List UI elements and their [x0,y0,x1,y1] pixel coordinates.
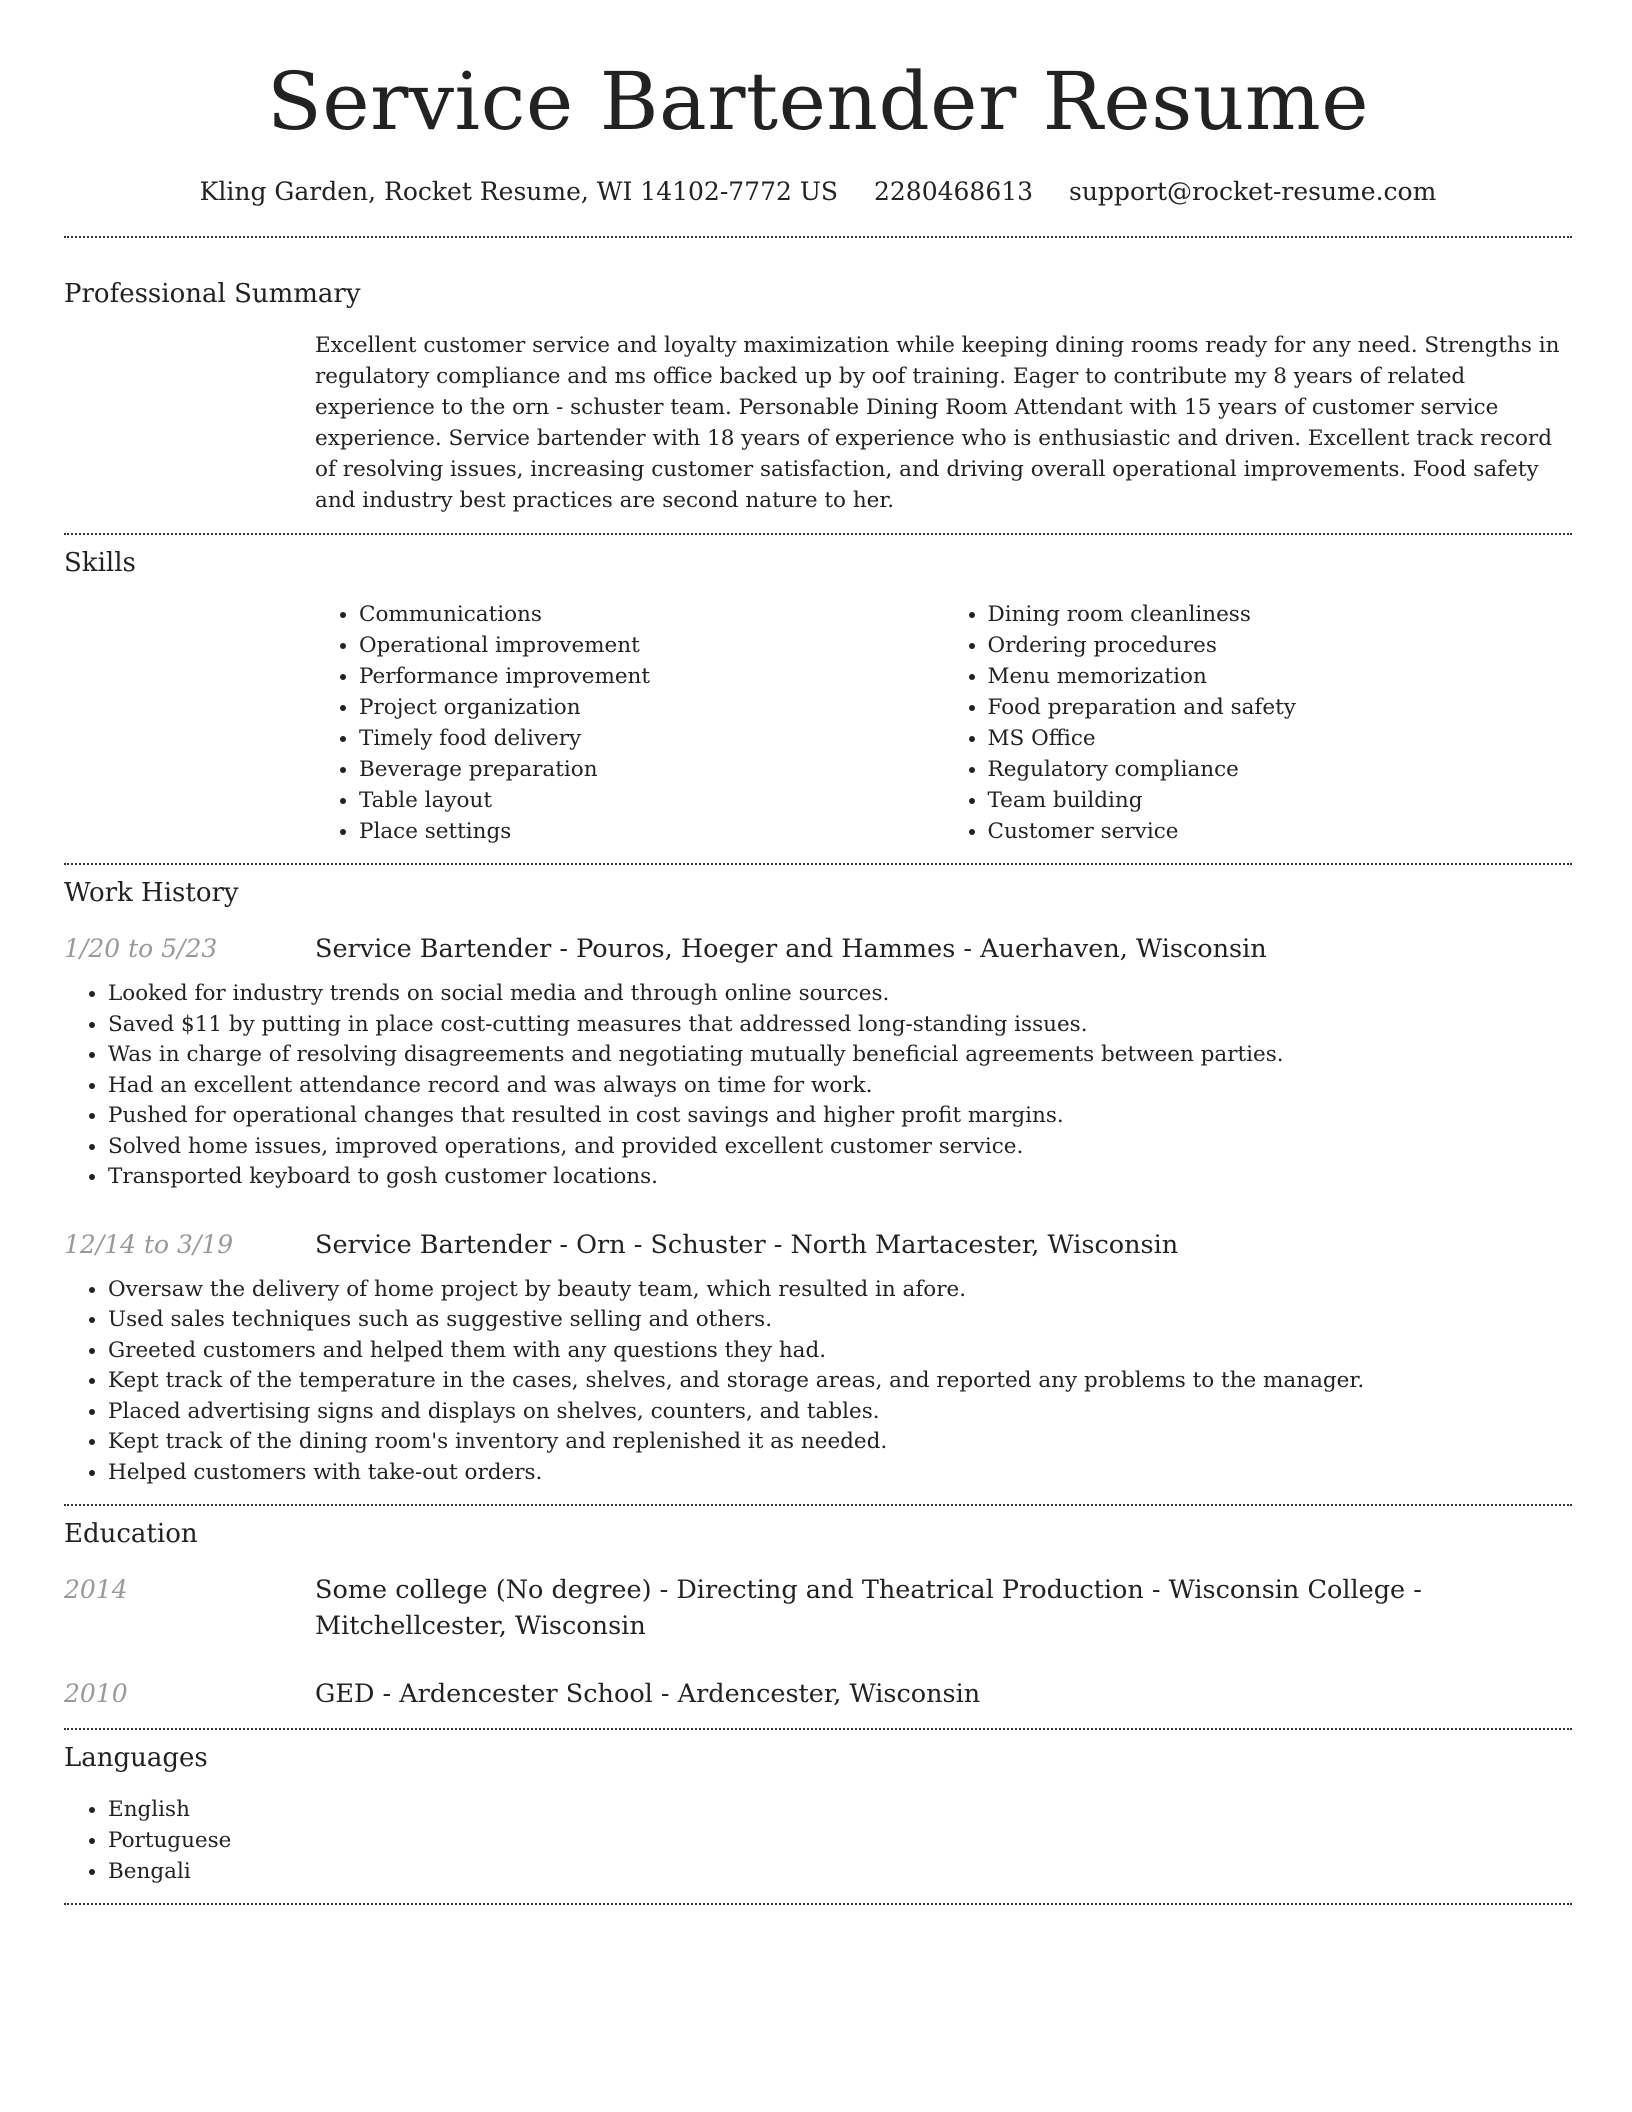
skill-item: • Menu memorization [988,661,1573,692]
summary-text: Excellent customer service and loyalty maximization while keeping dining rooms ready for any need. Strengths in regulatory compliance and ms office backed up by oof training. Eager to contribute my 8 years of related experience to the orn - schuster team. Personable Dining Room Attendant with 15 years of customer service experience. Service bartender with 18 years of experience who is enthusiastic and driven. Excellent track record of resolving issues, increasing customer satisfaction, and driving overall operational improvements. Food safety and industry best practices are second nature to her. [315,333,1560,513]
education-entry [64,1676,1572,1712]
job-bullet: • Transported keyboard to gosh customer locations. [108,1162,1572,1193]
job-dates: 1/20 to 5/23 [64,934,218,963]
job-title: Service Bartender - Pouros, Hoeger and Hammes - Auerhaven, Wisconsin [315,934,1267,964]
skills-list-right [944,599,1573,847]
skill-item: • Team building [988,785,1573,816]
job-bullet: • Placed advertising signs and displays on shelves, counters, and tables. [108,1397,1572,1428]
job-bullet: • Kept track of the dining room's inventory and replenished it as needed. [108,1427,1572,1458]
job-title: Service Bartender - Orn - Schuster - North Martacester, Wisconsin [315,1229,1179,1260]
summary-section [64,238,1572,516]
contact-line [64,174,1572,210]
skill-item: • Beverage preparation [359,754,944,785]
language-item: • Bengali [108,1856,1572,1887]
resume-title: Service Bartender Resume [266,55,1370,148]
skill-item: • Regulatory compliance [988,754,1573,785]
language-item: • Portuguese [108,1825,1572,1856]
job-bullet: • Helped customers with take-out orders. [108,1458,1572,1489]
job-bullet: • Had an excellent attendance record and was always on time for work. [108,1071,1572,1102]
job-entry [64,1227,1572,1489]
languages-section [64,1730,1572,1887]
education-title: Education [64,1519,198,1549]
education-section [64,1506,1572,1712]
resume-page [64,0,1572,1905]
education-year: 2014 [64,1575,128,1604]
job-bullet: • Greeted customers and helped them with any questions they had. [108,1336,1572,1367]
job-bullet: • Oversaw the delivery of home project by beauty team, which resulted in afore. [108,1275,1572,1306]
job-bullets [64,1275,1572,1489]
skill-item: • Communications [359,599,944,630]
skill-item: • Place settings [359,816,944,847]
job-header [64,931,1572,967]
skill-item: • Food preparation and safety [988,692,1573,723]
languages-title: Languages [64,1743,208,1773]
skill-item: • Operational improvement [359,630,944,661]
skill-item: • Ordering procedures [988,630,1573,661]
email: support@rocket-resume.com [1069,177,1437,206]
phone: 2280468613 [873,177,1034,206]
job-dates: 12/14 to 3/19 [64,1229,234,1259]
skill-item: • Dining room cleanliness [988,599,1573,630]
job-bullet: • Solved home issues, improved operations, and provided excellent customer service. [108,1132,1572,1163]
job-bullet: • Saved $11 by putting in place cost-cutting measures that addressed long-standing issues. [108,1010,1572,1041]
skill-item: • Project organization [359,692,944,723]
skill-item: • Timely food delivery [359,723,944,754]
language-item: • English [108,1794,1572,1825]
skill-item: • Table layout [359,785,944,816]
languages-list [64,1794,1572,1887]
skills-columns [315,599,1572,847]
skills-section [64,535,1572,847]
job-bullets [64,979,1572,1193]
education-entry [64,1572,1572,1644]
divider [64,1903,1572,1905]
job-bullet: • Was in charge of resolving disagreements and negotiating mutually beneficial agreements between parties. [108,1040,1572,1071]
address: Kling Garden, Rocket Resume, WI 14102-7772 US [199,177,839,206]
education-text: GED - Ardencester School - Ardencester, Wisconsin [315,1679,981,1709]
summary-title: Professional Summary [64,279,361,309]
job-bullet: • Looked for industry trends on social media and through online sources. [108,979,1572,1010]
skill-item: • MS Office [988,723,1573,754]
skill-item: • Performance improvement [359,661,944,692]
job-bullet: • Used sales techniques such as suggestive selling and others. [108,1305,1572,1336]
work-section [64,865,1572,1488]
job-entry [64,931,1572,1193]
skill-item: • Customer service [988,816,1573,847]
job-bullet: • Kept track of the temperature in the cases, shelves, and storage areas, and reported any problems to the manager. [108,1366,1572,1397]
education-year: 2010 [64,1679,128,1708]
education-text: Some college (No degree) - Directing and Theatrical Production - Wisconsin College - Mitchellcester, Wisconsin [315,1575,1422,1641]
job-bullet: • Pushed for operational changes that resulted in cost savings and higher profit margins. [108,1101,1572,1132]
work-title: Work History [64,878,239,908]
skills-title: Skills [64,548,136,578]
skills-list-left [315,599,944,847]
job-header [64,1227,1572,1263]
